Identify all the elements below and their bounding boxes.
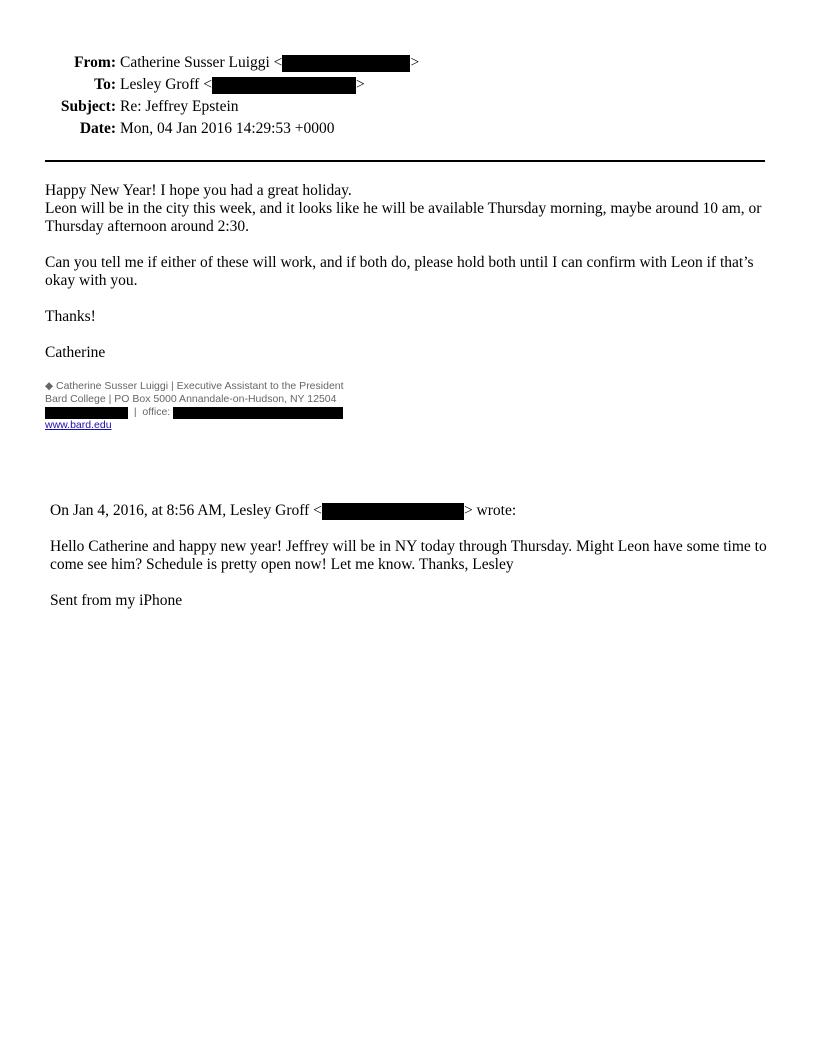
- subject-label: Subject:: [60, 98, 116, 115]
- quoted-body: Hello Catherine and happy new year! Jeffrey will be in NY today through Thursday. Might Leon have some time to come see him? Schedule is pretty open now! Let me know. Thanks, Lesley: [50, 538, 767, 573]
- from-close: >: [410, 54, 420, 71]
- body-thanks: Thanks!: [45, 308, 96, 325]
- body-paragraph-request: Can you tell me if either of these will work, and if both do, please hold both until I can confirm with Leon if that’s okay with you.: [45, 254, 754, 289]
- redacted-email: [212, 77, 356, 94]
- email-header: [0, 52, 419, 140]
- quoted-intro-prefix: On Jan 4, 2016, at 8:56 AM, Lesley Groff <: [50, 502, 322, 519]
- redacted-office-phone: [173, 407, 343, 419]
- subject-value: Re: Jeffrey Epstein: [120, 98, 239, 115]
- quoted-intro-suffix: > wrote:: [463, 502, 517, 519]
- date-label: Date:: [79, 120, 116, 137]
- signature-name-title: ◆ Catherine Susser Luiggi | Executive Assistant to the President: [45, 380, 344, 392]
- to-value: [120, 74, 365, 96]
- signature-phone-row: [45, 406, 344, 419]
- email-signature: [45, 380, 344, 432]
- email-body: [45, 182, 775, 362]
- redacted-email: [322, 503, 464, 520]
- to-label: To:: [94, 76, 116, 93]
- from-name: Catherine Susser Luiggi <: [120, 54, 283, 71]
- body-signoff: Catherine: [45, 344, 106, 361]
- body-line-availability: Leon will be in the city this week, and it looks like he will be available Thursday morning, maybe around 10 am, or Thursday afternoon around 2:30.: [45, 200, 762, 235]
- quoted-intro: [50, 502, 770, 520]
- subject-row: [0, 96, 419, 118]
- redacted-phone: [45, 407, 128, 419]
- signature-office-label: | office:: [128, 406, 174, 418]
- signature-address: Bard College | PO Box 5000 Annandale-on-Hudson, NY 12504: [45, 393, 337, 405]
- header-divider: [45, 160, 765, 162]
- from-label: From:: [74, 54, 116, 71]
- from-value: [120, 52, 419, 74]
- date-row: [0, 118, 419, 140]
- to-row: [0, 74, 419, 96]
- body-line-greeting: Happy New Year! I hope you had a great holiday.: [45, 182, 352, 199]
- quoted-sent-from: Sent from my iPhone: [50, 592, 183, 609]
- signature-website-link[interactable]: www.bard.edu: [45, 419, 112, 431]
- to-close: >: [355, 76, 365, 93]
- from-row: [0, 52, 419, 74]
- date-value: Mon, 04 Jan 2016 14:29:53 +0000: [120, 120, 335, 137]
- redacted-email: [282, 55, 410, 72]
- to-name: Lesley Groff <: [120, 76, 212, 93]
- quoted-message: [50, 502, 770, 610]
